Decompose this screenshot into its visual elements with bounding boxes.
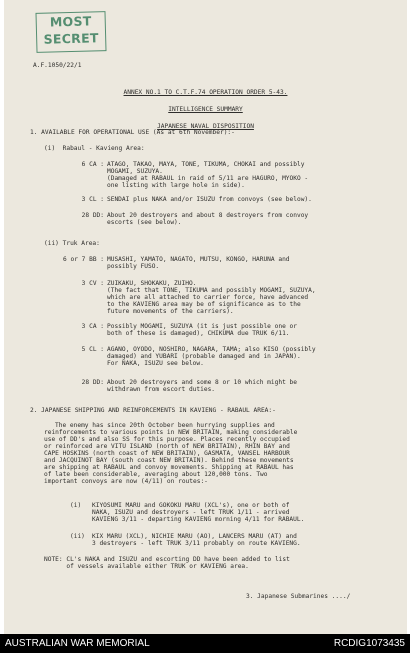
truk-dd-line: withdrawn from escort duties. [107,386,216,393]
rabaul-ca-line: MOGAMI, SUZUYA. [107,168,163,175]
truk-cl-line: For NAKA, ISUZU see below. [107,360,204,367]
section-2-paragraph-line: or reinforced are VITU ISLAND (north of NEW BRITAIN), RHIN BAY and [44,443,290,450]
truk-bb-label: 6 or 7 BB : [63,256,104,263]
convoy-1-line: NAKA, ISUZU and destroyers - left TRUK 1/11 - arrived [92,509,290,516]
truk-cv-label: 3 CV : [81,280,104,287]
section-2-paragraph-line: of late been considerable, averaging about 120,000 tons. Two [44,471,268,478]
rabaul-cl-line: SENDAI plus NAKA and/or ISUZU from convoys (see below). [107,196,312,203]
rabaul-ca-line: one listing with large hole in side). [107,182,245,189]
heading-line-3: JAPANESE NAVAL DISPOSITION [157,123,254,130]
truk-ca-label: 3 CA : [81,323,104,330]
convoy-1-label: (i) [70,502,82,509]
truk-ca-line: both of these is damaged), CHIKUMA due TRUK 6/11. [107,330,290,337]
most-secret-stamp [35,11,106,53]
archive-footer [0,634,410,653]
truk-cl-label: 5 CL : [81,346,104,353]
truk-bb-line: MUSASHI, YAMATO, NAGATO, MUTSU, KONGO, HARUNA and [107,256,290,263]
file-reference: A.F.1050/22/1 [33,62,82,69]
section-2-paragraph-line: are shipping at RABAUL and convoy movements. Shipping at RABAUL has [44,464,294,471]
footer-record-id: RCDIG1073435 [333,638,405,649]
section-2-title: 2. JAPANESE SHIPPING AND REINFORCEMENTS IN KAVIENG - RABAUL AREA:- [30,407,276,414]
rabaul-dd-line: escorts (see below). [107,219,182,226]
section-2-paragraph-line: reinforcements to various points in NEW BRITAIN, making considerable [44,429,298,436]
rabaul-dd-label: 28 DD: [81,212,104,219]
truk-area-title: (ii) Truk Area: [44,240,100,247]
truk-cv-line: to the KAVIENG area may be of significance as to the [107,301,301,308]
convoy-1-line: KAVIENG 3/11 - departing KAVIENG morning 4/11 for RABAUL. [92,516,305,523]
note-line: of vessels available either TRUK or KAVIENG area. [44,563,249,570]
footer-source: AUSTRALIAN WAR MEMORIAL [5,638,150,649]
continued-marker: 3. Japanese Submarines ..../ [246,593,351,600]
section-2-paragraph-line: and JACQUINOT BAY (south coast NEW BRITAIN). Behind these movements [44,457,294,464]
section-1-title: 1. AVAILABLE FOR OPERATIONAL USE (As at 6th November):- [30,129,235,136]
convoy-2-line: KIX MARU (XCL), NICHIE MARU (AO), LANCERS MARU (AT) and [92,533,297,540]
truk-ca-line: Possibly MOGAMI, SUZUYA (it is just possible one or [107,323,297,330]
truk-cv-line: (The fact that TONE, TIKUMA and possibly MOGAMI, SUZUYA, [107,287,316,294]
rabaul-ca-line: ATAGO, TAKAO, MAYA, TONE, TIKUMA, CHOKAI and possibly [107,161,305,168]
rabaul-ca-label: 6 CA : [81,161,104,168]
convoy-2-line: 3 destroyers - left TRUK 3/11 probably on route KAVIENG. [92,540,301,547]
convoy-1-line: KIYOSUMI MARU and GOKOKU MARU (XCL's), one or both of [92,502,290,509]
heading-line-1: ANNEX NO.1 TO C.T.F.74 OPERATION ORDER 5-43. [123,89,288,96]
section-2-paragraph-line: use of DD's and also SS for this purpose. Places recently occupied [44,436,290,443]
heading-line-2: INTELLIGENCE SUMMARY [168,106,243,113]
truk-cv-line: ZUIKAKU, SHOKAKU, ZUIHO. [107,280,197,287]
rabaul-cl-label: 3 CL : [81,196,104,203]
truk-cl-line: damaged) and YUBARI (probable damaged and in JAPAN). [107,353,301,360]
convoy-2-label: (ii) [70,533,85,540]
rabaul-dd-line: About 20 destroyers and about 8 destroyers from convoy [107,212,309,219]
truk-bb-line: possibly FUSO. [107,263,160,270]
truk-dd-label: 28 DD: [81,379,104,386]
stamp-line-2: SECRET [43,30,99,47]
truk-cl-line: AGANO, OYODO, NOSHIRO, NAGARA, TAMA; also KISO (possibly [107,346,316,353]
section-2-paragraph-line: CAPE HOSKINS (north coast of NEW BRITAIN), GASMATA, VANSEL HARBOUR [44,450,290,457]
rabaul-ca-line: (Damaged at RABAUL in raid of 5/11 are HAGURO, MYOKO - [107,175,309,182]
stamp-line-1: MOST [49,13,92,30]
truk-cv-line: which are all attached to carrier force, have advanced [107,294,309,301]
section-2-paragraph-line: important convoys are now (4/11) on routes:- [44,478,208,485]
truk-dd-line: About 20 destroyers and some 8 or 10 which might be [107,379,297,386]
truk-cv-line: future movements of the carriers). [107,308,234,315]
note-line: NOTE: CL's NAKA and ISUZU and escorting DD have been added to list [44,556,290,563]
rabaul-area-title: (i) Rabaul - Kavieng Area: [44,145,145,152]
section-2-paragraph-line: The enemy has since 20th October been hurrying supplies and [55,422,275,429]
